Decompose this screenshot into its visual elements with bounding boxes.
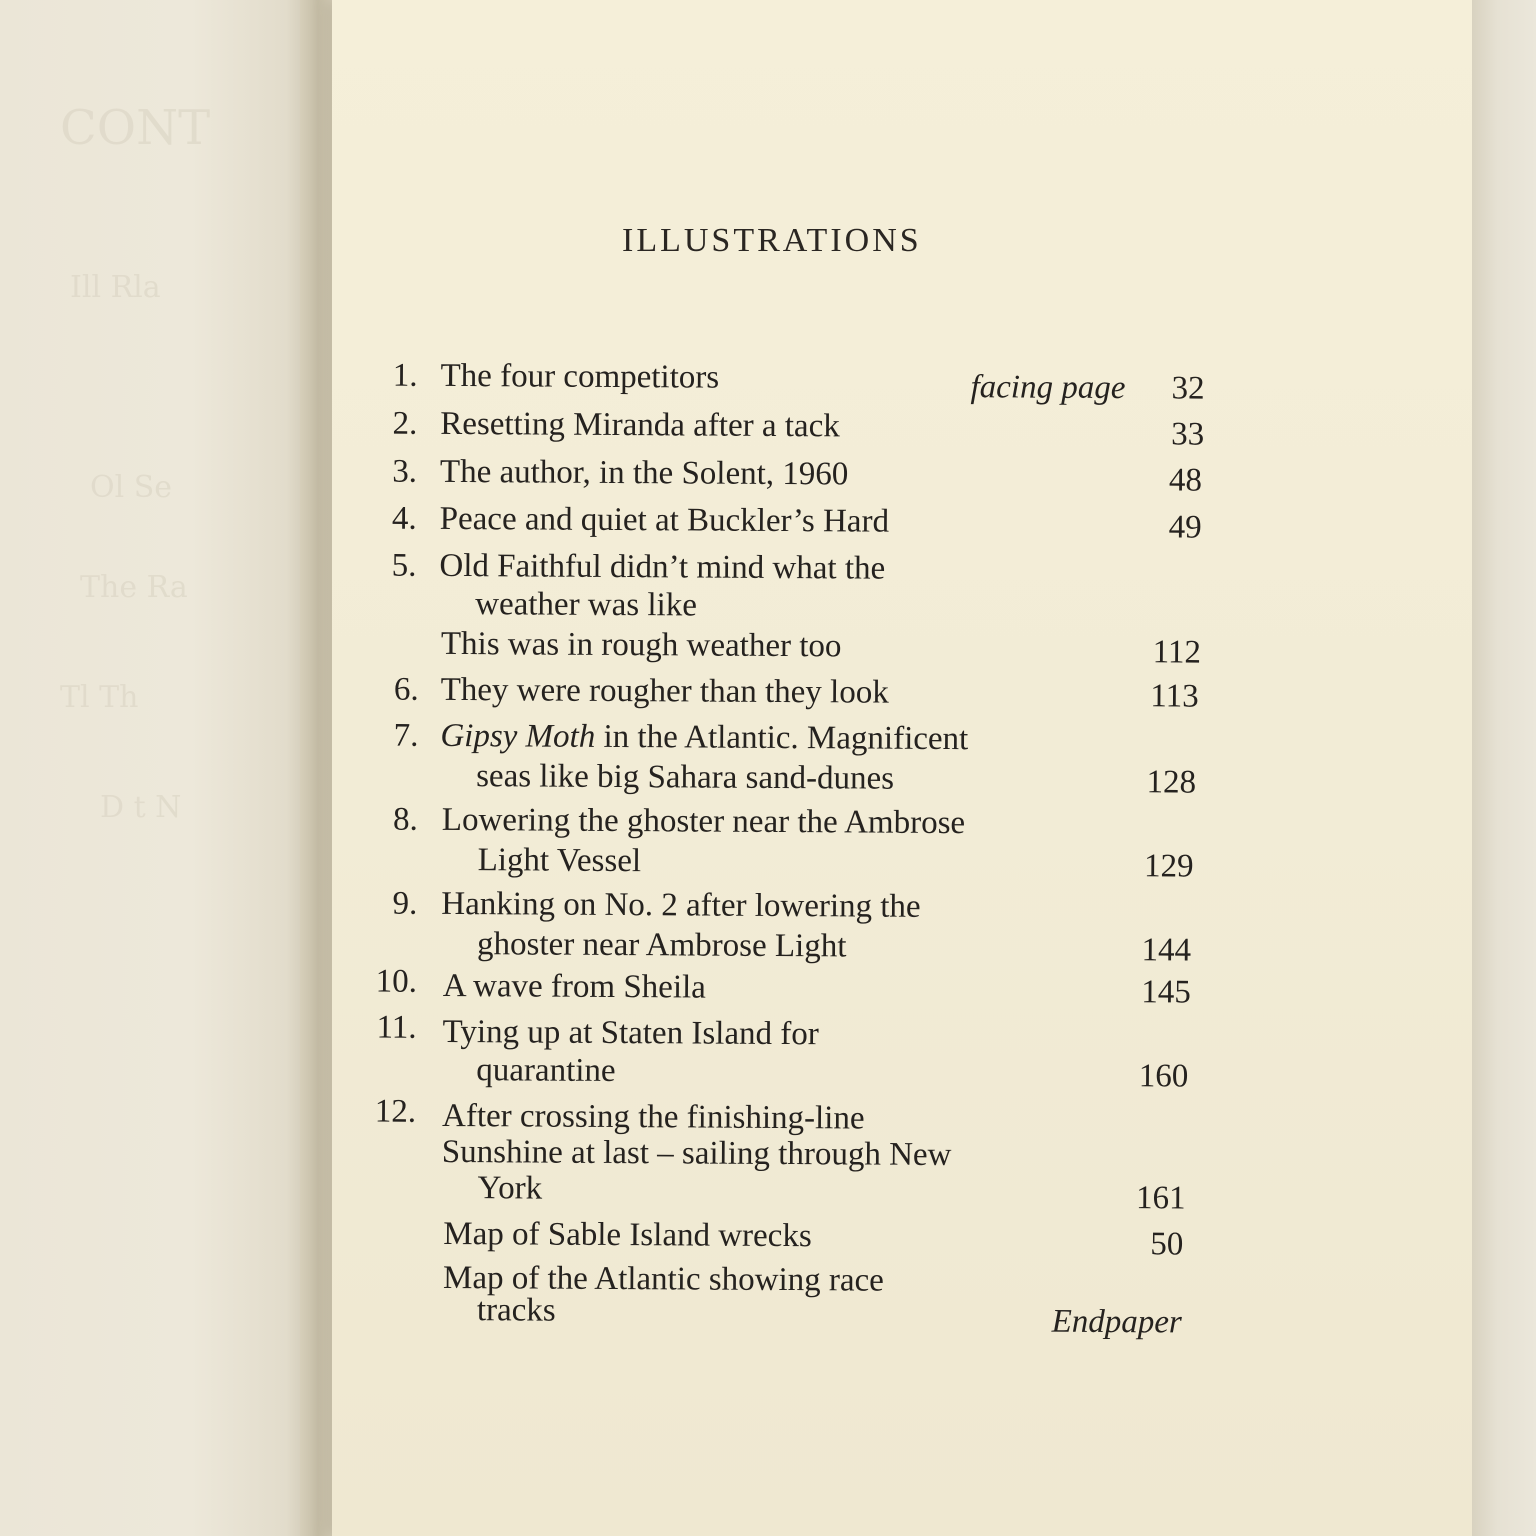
entry-page: Endpaper: [1051, 1303, 1182, 1341]
entry-number: 7.: [393, 717, 419, 754]
entry-page: 48: [1168, 462, 1203, 499]
entry-title: Tying up at Staten Island for: [442, 1013, 819, 1053]
entry-number: 12.: [374, 1093, 417, 1130]
entry-title: After crossing the finishing-line: [441, 1097, 865, 1137]
entry-page: 161: [1135, 1180, 1186, 1217]
entry-title: Map of the Atlantic showing race: [442, 1259, 884, 1299]
entry-title-continued: quarantine: [476, 1052, 616, 1090]
entry-title: Peace and quiet at Buckler’s Hard: [439, 500, 890, 540]
entry-page: 32: [1171, 370, 1205, 407]
page-heading: ILLUSTRATIONS: [622, 222, 922, 259]
entry-title-continued: weather was like: [475, 586, 698, 624]
entry-number: 2.: [392, 405, 418, 442]
entry-page: 160: [1138, 1058, 1189, 1095]
bleed-through-text: Ol Se: [90, 470, 173, 505]
entry-number: 10.: [375, 963, 417, 1000]
entry-page: 128: [1146, 764, 1197, 801]
bleed-through-text: Tl Th: [60, 680, 139, 715]
entry-subtitle: This was in rough weather too: [440, 625, 842, 665]
entry-title: Lowering the ghoster near the Ambrose: [441, 801, 966, 842]
entry-title-continued: tracks: [476, 1292, 556, 1329]
entry-title-continued: seas like big Sahara sand-dunes: [476, 758, 895, 797]
entry-number: 8.: [393, 801, 418, 838]
entry-title: Resetting Miranda after a tack: [440, 405, 840, 445]
entry-page: 144: [1141, 932, 1192, 969]
bleed-through-text: Ill Rla: [70, 270, 161, 305]
bleed-through-text: D t N: [100, 790, 182, 825]
entry-page: 50: [1150, 1226, 1184, 1263]
entry-title: Old Faithful didn’t mind what the: [439, 547, 886, 587]
bleed-through-text: CONT: [60, 100, 211, 156]
entry-title: The author, in the Solent, 1960: [439, 453, 849, 493]
entry-number: 9.: [392, 885, 418, 922]
entry-number: 4.: [391, 500, 417, 537]
entry-page: 113: [1150, 678, 1199, 715]
entry-title: A wave from Sheila: [442, 967, 706, 1006]
bleed-through-text: The Ra: [80, 570, 188, 605]
entry-title-continued: Light Vessel: [477, 842, 642, 880]
entry-title: They were rougher than they look: [440, 671, 889, 711]
entry-title: Map of Sable Island wrecks: [443, 1215, 812, 1255]
entry-number: 11.: [376, 1009, 417, 1046]
entry-page: 129: [1143, 848, 1194, 885]
entry-number: 6.: [393, 671, 419, 708]
entry-number: 1.: [392, 357, 418, 394]
entry-title: The four competitors: [440, 357, 720, 396]
entry-page: 33: [1171, 416, 1205, 453]
entry-title-italic: Gipsy Moth: [440, 717, 596, 755]
entry-title-continued: ghoster near Ambrose Light: [477, 926, 847, 965]
facing-page-label: facing page: [970, 369, 1126, 407]
entry-title-continued: York: [477, 1170, 543, 1207]
entry-title: Hanking on No. 2 after lowering the: [441, 885, 921, 925]
entry-page: 49: [1168, 509, 1202, 546]
entry-title: in the Atlantic. Magnificent: [595, 718, 969, 758]
entry-page: 145: [1141, 974, 1191, 1011]
entry-number: 5.: [391, 547, 417, 584]
entry-page: 112: [1152, 634, 1202, 671]
entry-number: 3.: [392, 453, 418, 490]
entry-subtitle: Sunshine at last – sailing through New: [441, 1133, 952, 1174]
